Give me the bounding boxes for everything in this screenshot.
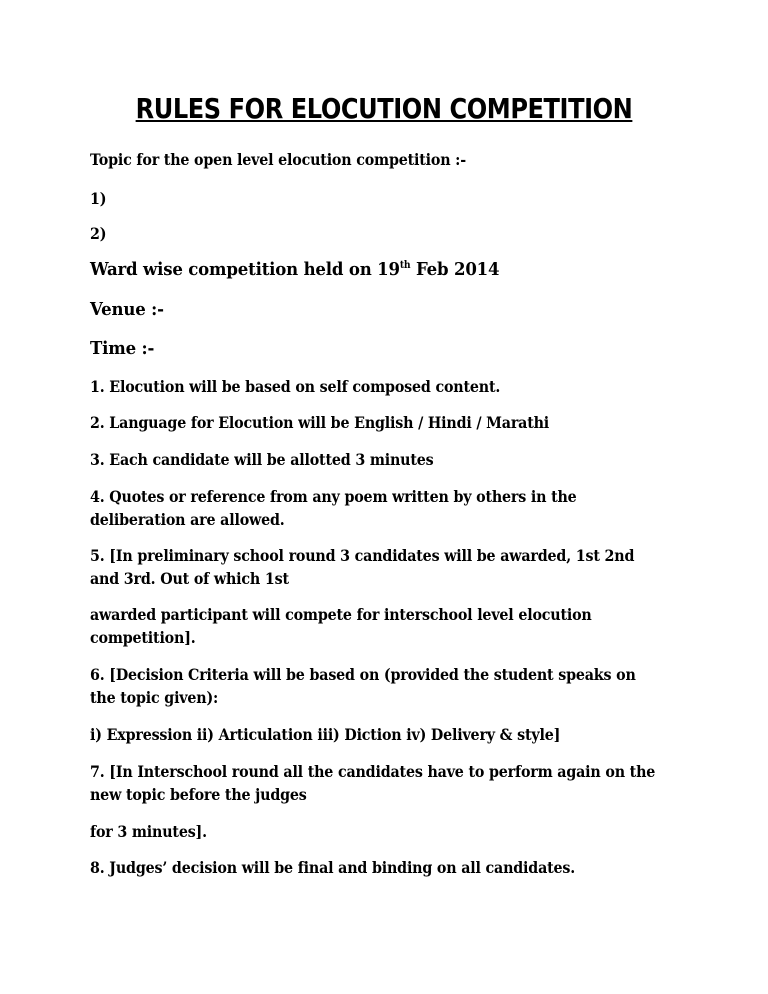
rule-4-line-1: 4. Quotes or reference from any poem written by others in the: [90, 487, 577, 506]
rule-1: 1. Elocution will be based on self composed content.: [90, 377, 501, 396]
rule-7-line-3: for 3 minutes].: [90, 822, 207, 841]
rule-6-line-2: the topic given):: [90, 688, 219, 707]
rule-5-line-4: competition].: [90, 628, 196, 647]
rule-3: 3. Each candidate will be allotted 3 minutes: [90, 450, 434, 469]
ward-date-superscript: th: [399, 260, 411, 271]
time-label: Time :-: [90, 338, 155, 359]
rule-7-line-2: new topic before the judges: [90, 785, 307, 804]
rule-8: 8. Judges’ decision will be final and binding on all candidates.: [90, 858, 576, 877]
rule-5-line-2: and 3rd. Out of which 1st: [90, 569, 289, 588]
rule-6-line-3: i) Expression ii) Articulation iii) Diction iv) Delivery & style]: [90, 725, 561, 744]
rule-7-line-1: 7. [In Interschool round all the candidates have to perform again on the: [90, 762, 656, 781]
topic-item-2: 2): [90, 224, 107, 243]
rule-6-line-1: 6. [Decision Criteria will be based on (provided the student speaks on: [90, 665, 636, 684]
rule-5-line-1: 5. [In preliminary school round 3 candidates will be awarded, 1st 2nd: [90, 546, 635, 565]
venue-label: Venue :-: [90, 299, 164, 320]
ward-date-suffix: Feb 2014: [410, 259, 500, 280]
page-title: RULES FOR ELOCUTION COMPETITION: [135, 92, 633, 125]
ward-competition-line: [90, 259, 499, 280]
topic-heading: Topic for the open level elocution competition :-: [90, 150, 467, 169]
rule-2: 2. Language for Elocution will be English / Hindi / Marathi: [90, 413, 550, 432]
rule-4-line-2: deliberation are allowed.: [90, 510, 285, 529]
topic-item-1: 1): [90, 189, 107, 208]
rule-5-line-3: awarded participant will compete for interschool level elocution: [90, 605, 592, 624]
ward-date-prefix: Ward wise competition held on 19: [90, 259, 400, 280]
